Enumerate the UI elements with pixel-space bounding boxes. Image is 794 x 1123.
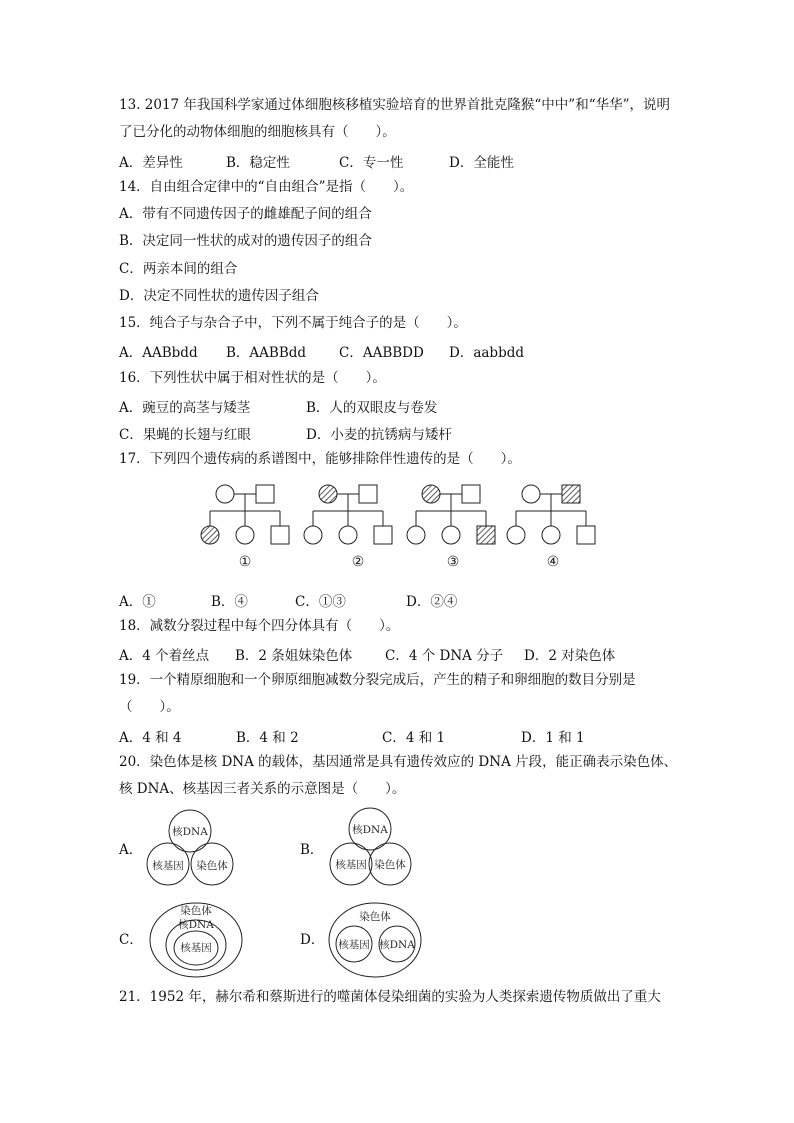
q15-option-b[interactable]: B．AABBdd	[226, 345, 307, 361]
q18-option-b[interactable]: B．2 条姐妹染色体	[235, 648, 353, 664]
q20-d-gene-label: 核基因	[338, 939, 370, 951]
q18-option-d[interactable]: D．2 对染色体	[524, 648, 616, 664]
q20-a-dna-label: 核DNA	[172, 826, 208, 838]
q13-stem-line2: 了已分化的动物体细胞的细胞核具有（ ）。	[119, 124, 396, 140]
q19-option-c[interactable]: C．4 和 1	[382, 730, 446, 746]
q18-stem: 18．减数分裂过程中每个四分体具有（ ）。	[119, 618, 400, 634]
q16-option-b[interactable]: B．人的双眼皮与卷发	[306, 400, 438, 416]
pedigree-1	[201, 485, 289, 544]
q15-option-c[interactable]: C．AABBDD	[339, 345, 424, 361]
q16-option-c[interactable]: C．果蝇的长翅与红眼	[119, 427, 251, 443]
q20-diagram-c[interactable]	[148, 900, 246, 980]
q14-option-b[interactable]: B．决定同一性状的成对的遗传因子的组合	[119, 233, 372, 249]
q19-stem-line1: 19．一个精原细胞和一个卵原细胞减数分裂完成后，产生的精子和卵细胞的数目分别是	[119, 672, 636, 688]
q14-option-c[interactable]: C．两亲本间的组合	[119, 261, 238, 277]
q20-stem-line2: 核 DNA、核基因三者关系的示意图是（ ）。	[119, 781, 406, 797]
q13-option-b[interactable]: B．稳定性	[226, 155, 290, 171]
q13-option-d[interactable]: D．全能性	[449, 155, 514, 171]
q16-stem: 16．下列性状中属于相对性状的是（ ）。	[119, 370, 386, 386]
pedigree-label-1: ①	[238, 554, 252, 570]
pedigree-label-4: ④	[546, 554, 560, 570]
pedigree-3	[407, 485, 495, 544]
q14-option-d[interactable]: D．决定不同性状的遗传因子组合	[119, 288, 319, 304]
q20-diagram-a[interactable]	[140, 808, 250, 890]
q20-a-gene-label: 核基因	[152, 860, 184, 872]
q16-option-d[interactable]: D．小麦的抗锈病与矮杆	[306, 427, 452, 443]
q20-b-dna-label: 核DNA	[352, 824, 388, 836]
q20-d-dna-label: 核DNA	[379, 939, 415, 951]
q20-b-chromosome-label: 染色体	[374, 859, 406, 871]
q18-option-c[interactable]: C．4 个 DNA 分子	[385, 648, 504, 664]
q20-stem-line1: 20．染色体是核 DNA 的载体，基因通常是具有遗传效应的 DNA 片段，能正确表示染色体、	[119, 754, 678, 770]
q15-option-d[interactable]: D．aabbdd	[449, 345, 524, 361]
q20-option-b-letter[interactable]: B．	[300, 842, 324, 858]
q21-stem-line1: 21．1952 年，赫尔希和蔡斯进行的噬菌体侵染细菌的实验为人类探索遗传物质做出了重大	[119, 989, 661, 1005]
q19-stem-line2: （ ）。	[119, 699, 180, 715]
pedigree-2	[304, 485, 392, 544]
q13-option-a[interactable]: A．差异性	[119, 155, 183, 171]
q15-stem: 15．纯合子与杂合子中，下列不属于纯合子的是（ ）。	[119, 315, 467, 331]
q13-stem-line1: 13. 2017 年我国科学家通过体细胞核移植实验培育的世界首批克隆猴“中中”和“华华”，说明	[119, 97, 671, 113]
q20-c-gene-label: 核基因	[180, 942, 212, 954]
q20-c-chromosome-label: 染色体	[180, 905, 212, 917]
q20-d-chromosome-label: 染色体	[359, 911, 391, 923]
pedigree-label-2: ②	[351, 554, 365, 570]
q14-stem: 14．自由组合定律中的“自由组合”是指（ ）。	[119, 179, 414, 195]
q17-stem: 17．下列四个遗传病的系谱图中，能够排除伴性遗传的是（ ）。	[119, 451, 521, 467]
q20-option-c-letter[interactable]: C．	[119, 932, 143, 948]
q18-option-a[interactable]: A．4 个着丝点	[119, 648, 210, 664]
q14-option-a[interactable]: A．带有不同遗传因子的雌雄配子间的组合	[119, 206, 372, 222]
pedigree-4	[507, 485, 595, 544]
q19-option-d[interactable]: D．1 和 1	[521, 730, 585, 746]
q20-diagram-d[interactable]	[326, 900, 424, 980]
q20-a-chromosome-label: 染色体	[196, 860, 228, 872]
q13-option-c[interactable]: C．专一性	[339, 155, 404, 171]
q17-option-d[interactable]: D．②④	[406, 594, 458, 610]
pedigree-figure	[195, 478, 605, 578]
q17-option-b[interactable]: B．④	[211, 594, 248, 610]
q19-option-a[interactable]: A．4 和 4	[119, 730, 182, 746]
q19-option-b[interactable]: B．4 和 2	[236, 730, 299, 746]
q17-option-c[interactable]: C．①③	[295, 594, 346, 610]
q20-c-dna-label: 核DNA	[178, 919, 214, 931]
q20-diagram-b[interactable]	[324, 806, 434, 890]
q20-option-d-letter[interactable]: D．	[300, 932, 325, 948]
q16-option-a[interactable]: A．豌豆的高茎与矮茎	[119, 400, 251, 416]
q20-b-gene-label: 核基因	[335, 859, 367, 871]
q20-option-a-letter[interactable]: A．	[119, 842, 143, 858]
q15-option-a[interactable]: A．AABbdd	[119, 345, 198, 361]
q17-option-a[interactable]: A．①	[119, 594, 156, 610]
pedigree-label-3: ③	[446, 554, 460, 570]
